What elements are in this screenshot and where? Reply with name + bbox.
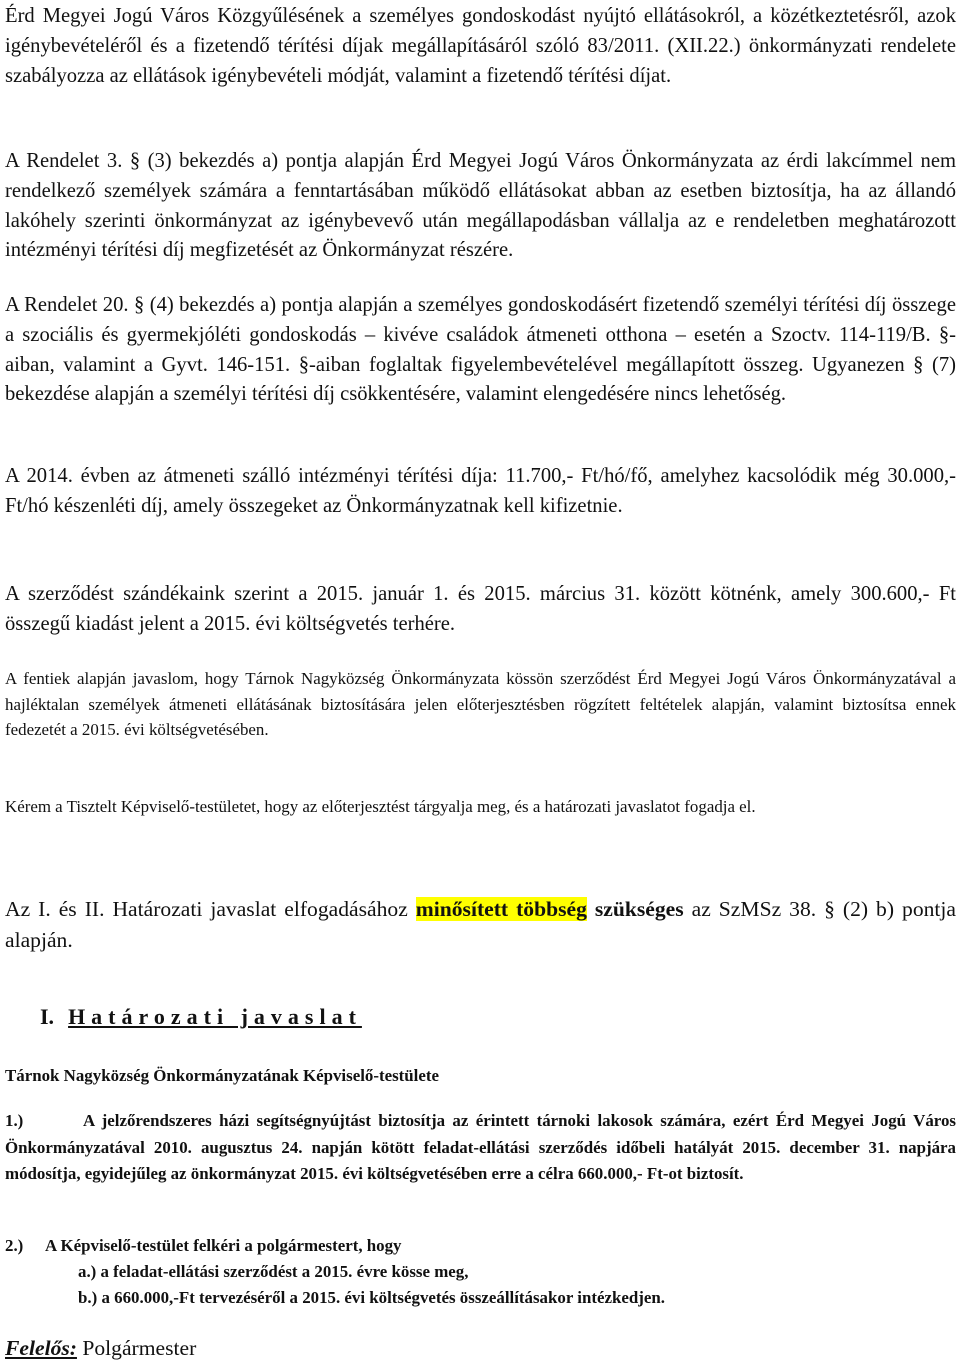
item-1-text: A jelzőrendszeres házi segítségnyújtást biztosítja az érintett tárnoki lakosok számára, ezért Érd Megyei Jogú Város Önkormányzatával 2010. augusztus 24. napján kötött feladat-ellátási szerződés időbeli hatályát 2015. december 31. napjára módosítja, egyidejűleg az önkormányzat 2015. évi költségvetésében erre a célra 660.000,- Ft-ot biztosít. [5,1111,956,1183]
majority-paragraph [5,894,956,956]
required-bold-text: szükséges [586,897,684,921]
request-paragraph: Kérem a Tisztelt Képviselő-testületet, hogy az előterjesztést tárgyalja meg, és a határozati javaslatot fogadja el. [5,797,756,816]
regulation-20-paragraph: A Rendelet 20. § (4) bekezdés a) pontja alapján a személyes gondoskodásért fizetendő személyi térítési díj összege a szociális és gyermekjóléti gondoskodás – kivéve családok átmeneti otthona – esetén a Szoctv. 114-119/B. §-aiban, valamint a Gyvt. 146-151. §-aiban foglaltak figyelembevételével megállapított összeg. Ugyanezen § (7) bekezdése alapján a személyi térítési díj csökkentésére, valamint elengedésére nincs lehetőség. [5,294,956,406]
resolution-number: I. [40,1004,55,1029]
majority-text-after: az SzMSz 38. § (2) b) pontja alapján. [5,897,956,952]
resolution-item-2 [5,1233,665,1311]
intro-paragraph: Érd Megyei Jogú Város Közgyűlésének a személyes gondoskodást nyújtó ellátásokról, a közétkeztetésről, azok igénybevételéről és a fizetendő térítési díjak megállapításáról szóló 83/2011. (XII.22.) önkormányzati rendelete szabályozza az ellátások igénybevételi módját, valamint a fizetendő térítési díjat. [5,5,956,87]
item-1-label: 1.) [5,1111,24,1130]
resolution-title-text: Határozati javaslat [68,1004,362,1029]
item-2-sub-b: b.) a 660.000,-Ft tervezéséről a 2015. évi költségvetés összeállításakor intézkedjen. [78,1288,665,1307]
item-2-label: 2.) [5,1236,24,1255]
proposal-paragraph: A fentiek alapján javaslom, hogy Tárnok Nagyközség Önkormányzata kössön szerződést Érd Megyei Jogú Város Önkormányzatával a hajléktalan személyek átmeneti ellátásának biztosítására jelen előterjesztésben rögzített feltételek alapján, valamint biztosítsa ennek fedezetét a 2015. évi költségvetésében. [5,669,956,740]
fee-paragraph: A 2014. évben az átmeneti szálló intézményi térítési díja: 11.700,- Ft/hó/fő, amelyhez kacsolódik még 30.000,- Ft/hó készenléti díj, amely összegeket az Önkormányzatnak kell kifizetnie. [5,465,956,517]
regulation-3-paragraph: A Rendelet 3. § (3) bekezdés a) pontja alapján Érd Megyei Jogú Város Önkormányzata az érdi lakcímmel nem rendelkező személyek számára a fenntartásában működő ellátásokat abban az esetben biztosítja, ha az állandó lakóhely szerinti önkormányzat az igénybevevő után megállapodásban vállalja az e rendeletben meghatározott intézményi térítési díj megfizetését az Önkormányzat részére. [5,150,956,262]
item-2-text: A Képviselő-testület felkéri a polgármestert, hogy [45,1236,402,1255]
resolution-body-heading: Tárnok Nagyközség Önkormányzatának Képviselő-testülete [5,1066,439,1085]
contract-paragraph: A szerződést szándékaink szerint a 2015. január 1. és 2015. március 31. között kötnénk, amely 300.600,- Ft összegű kiadást jelent a 2015. évi költségvetés terhére. [5,583,956,635]
item-2-line [5,1233,665,1259]
item-2-sub-a: a.) a feladat-ellátási szerződést a 2015. évre kösse meg, [78,1262,469,1281]
resolution-item-1 [5,1108,956,1188]
responsible-label: Felelős: [5,1336,77,1360]
majority-text-before: Az I. és II. Határozati javaslat elfogadásához [5,897,416,921]
responsible-value: Polgármester [76,1336,197,1360]
resolution-title [40,1002,362,1032]
responsible-line [5,1333,196,1363]
qualified-majority-highlight: minősített többség [415,897,587,921]
